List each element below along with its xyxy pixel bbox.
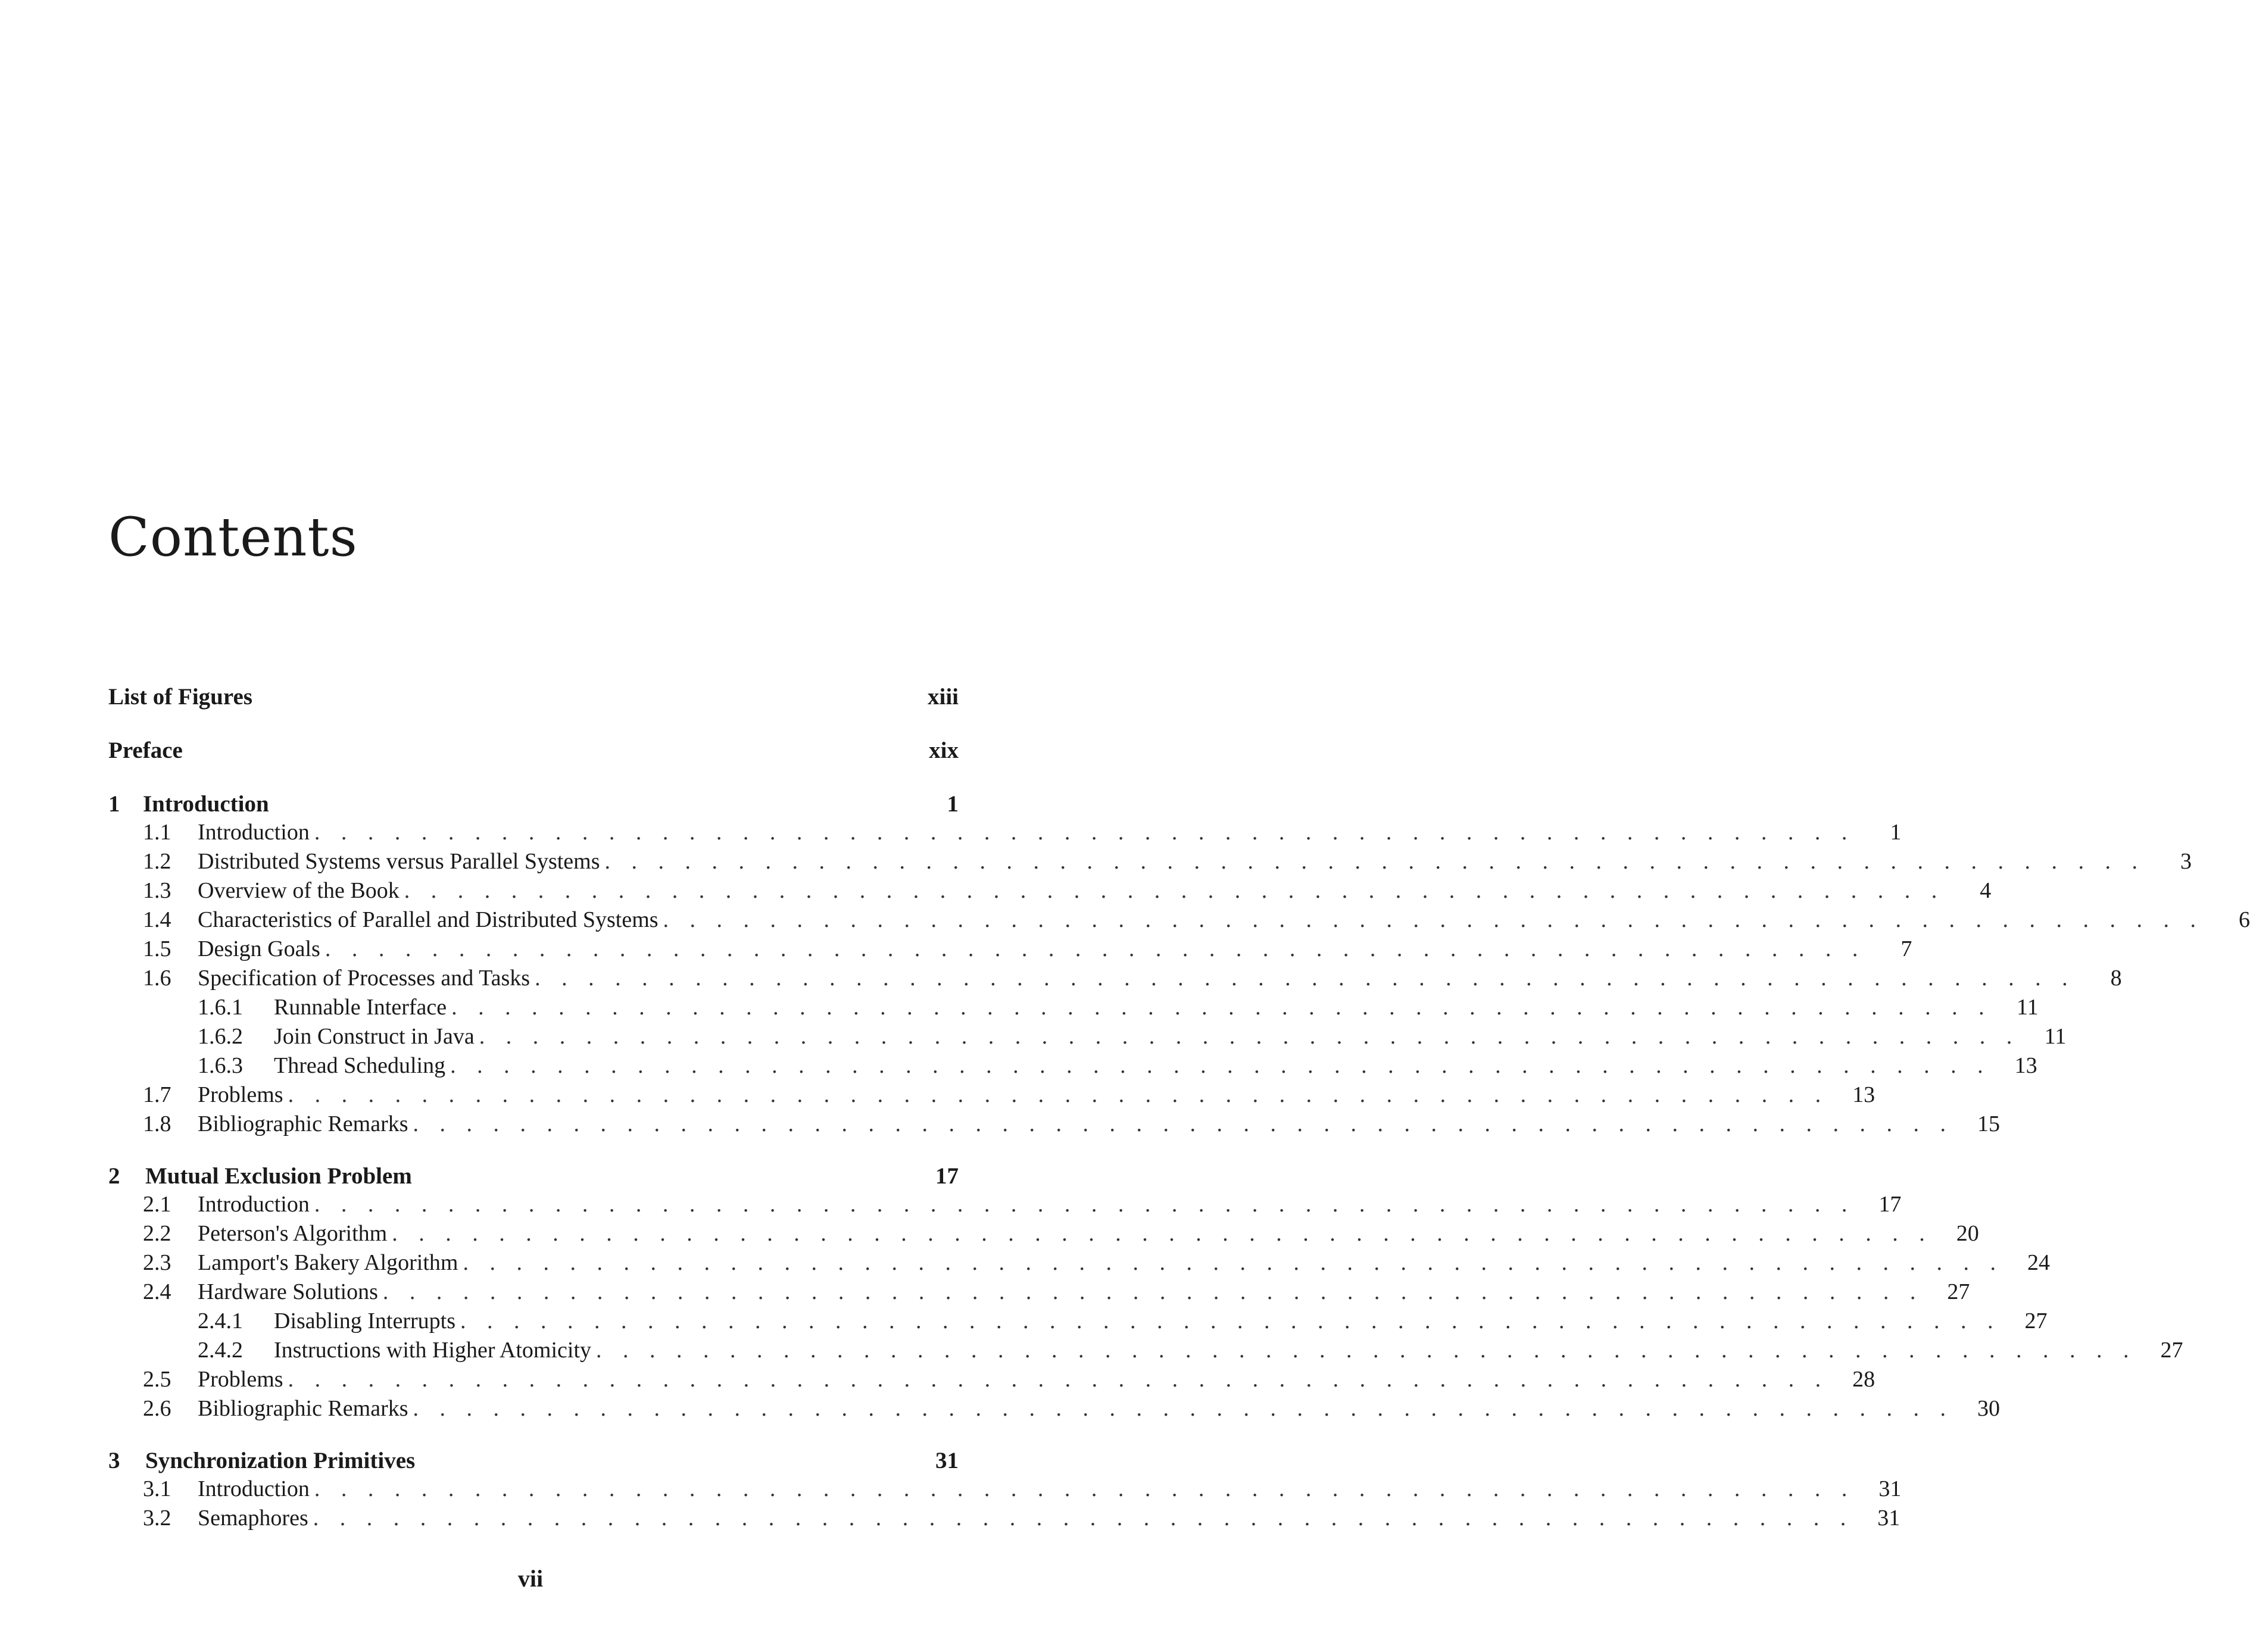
section-title: Lamport's Bakery Algorithm bbox=[198, 1250, 458, 1275]
section-page: 24 bbox=[2027, 1250, 2050, 1275]
section-number: 2.6 bbox=[143, 1396, 171, 1421]
section-page: 17 bbox=[1878, 1192, 1902, 1217]
chapter-page: 1 bbox=[947, 791, 959, 817]
subsection-number: 1.6.2 bbox=[198, 1024, 243, 1049]
toc-chapter-3[interactable] bbox=[108, 1447, 959, 1476]
dot-leader: . . . . . . . . . . . . . . . . . . . . . . . . . . . . . . . . . . . . . . . . . . . . . . . . . . . . . . . . . . bbox=[382, 1279, 1924, 1304]
subsection-page: 27 bbox=[2160, 1338, 2183, 1363]
section-title: Bibliographic Remarks bbox=[198, 1396, 408, 1421]
section-title: Introduction bbox=[198, 1476, 310, 1501]
toc-section[interactable] bbox=[143, 848, 2192, 877]
toc-entry-page: xiii bbox=[927, 684, 959, 710]
section-page: 4 bbox=[1980, 878, 1992, 903]
toc-section[interactable] bbox=[143, 1250, 2050, 1278]
section-title: Distributed Systems versus Parallel Systems bbox=[198, 849, 600, 874]
dot-leader: . . . . . . . . . . . . . . . . . . . . . . . . . . . . . . . . . . . . . . . . . . . . . . . . . . . . . . . . . . bbox=[324, 936, 1866, 961]
section-number: 1.7 bbox=[143, 1082, 171, 1107]
toc-subsection[interactable] bbox=[198, 994, 2039, 1023]
section-number: 3.2 bbox=[143, 1506, 171, 1531]
section-number: 2.2 bbox=[143, 1221, 171, 1246]
section-title: Characteristics of Parallel and Distributed Systems bbox=[198, 907, 659, 932]
toc-entry-title: List of Figures bbox=[108, 684, 252, 710]
subsection-title: Instructions with Higher Atomicity bbox=[274, 1338, 592, 1363]
subsection-number: 2.4.2 bbox=[198, 1338, 243, 1363]
dot-leader: . . . . . . . . . . . . . . . . . . . . . . . . . . . . . . . . . . . . . . . . . . . . . . . . . . . . . . . . . . bbox=[314, 1192, 1855, 1217]
toc-entry-list-of-figures[interactable] bbox=[108, 683, 959, 712]
section-number: 3.1 bbox=[143, 1476, 171, 1501]
subsection-number: 1.6.1 bbox=[198, 995, 243, 1020]
subsection-page: 11 bbox=[2044, 1024, 2067, 1049]
section-number: 1.5 bbox=[143, 936, 171, 961]
chapter-title: Introduction bbox=[143, 791, 269, 817]
chapter-title: Mutual Exclusion Problem bbox=[145, 1163, 412, 1189]
section-title: Semaphores bbox=[198, 1506, 308, 1531]
chapter-number: 2 bbox=[108, 1163, 120, 1189]
toc-section[interactable] bbox=[143, 1505, 1901, 1534]
dot-leader: . . . . . . . . . . . . . . . . . . . . . . . . . . . . . . . . . . . . . . . . . . . . . . . . . . . . . . . . . . bbox=[404, 878, 1945, 903]
section-number: 1.1 bbox=[143, 820, 171, 845]
dot-leader: . . . . . . . . . . . . . . . . . . . . . . . . . . . . . . . . . . . . . . . . . . . . . . . . . . . . . . . . . . bbox=[460, 1309, 2001, 1334]
section-page: 1 bbox=[1890, 820, 1902, 845]
toc-subsection[interactable] bbox=[198, 1308, 2048, 1336]
dot-leader: . . . . . . . . . . . . . . . . . . . . . . . . . . . . . . . . . . . . . . . . . . . . . . . . . . . . . . . . . . bbox=[479, 1024, 2020, 1049]
subsection-title: Thread Scheduling bbox=[274, 1053, 446, 1078]
toc-chapter-2[interactable] bbox=[108, 1163, 959, 1191]
dot-leader: . . . . . . . . . . . . . . . . . . . . . . . . . . . . . . . . . . . . . . . . . . . . . . . . . . . . . . . . . . bbox=[313, 1506, 1854, 1531]
toc-section[interactable] bbox=[143, 1082, 1875, 1110]
section-number: 1.3 bbox=[143, 878, 171, 903]
section-number: 2.4 bbox=[143, 1279, 171, 1304]
subsection-page: 27 bbox=[2024, 1309, 2048, 1334]
dot-leader: . . . . . . . . . . . . . . . . . . . . . . . . . . . . . . . . . . . . . . . . . . . . . . . . . . . . . . . . . . bbox=[392, 1221, 1933, 1246]
toc-section[interactable] bbox=[143, 1111, 2001, 1139]
page-title: Contents bbox=[108, 506, 358, 569]
section-number: 2.5 bbox=[143, 1367, 171, 1392]
section-page: 31 bbox=[1877, 1506, 1901, 1531]
subsection-title: Disabling Interrupts bbox=[274, 1309, 456, 1334]
toc-subsection[interactable] bbox=[198, 1337, 2183, 1366]
section-number: 1.2 bbox=[143, 849, 171, 874]
section-page: 7 bbox=[1901, 936, 1912, 961]
toc-entry-title: Preface bbox=[108, 738, 183, 763]
chapter-number: 1 bbox=[108, 791, 120, 817]
chapter-page: 31 bbox=[935, 1448, 959, 1473]
section-number: 2.3 bbox=[143, 1250, 171, 1275]
section-number: 1.4 bbox=[143, 907, 171, 932]
toc-section[interactable] bbox=[143, 1366, 1875, 1395]
section-title: Hardware Solutions bbox=[198, 1279, 378, 1304]
section-number: 1.8 bbox=[143, 1111, 171, 1136]
section-title: Introduction bbox=[198, 820, 310, 845]
toc-subsection[interactable] bbox=[198, 1023, 2067, 1052]
subsection-page: 11 bbox=[2017, 995, 2039, 1020]
dot-leader: . . . . . . . . . . . . . . . . . . . . . . . . . . . . . . . . . . . . . . . . . . . . . . . . . . . . . . . . . . bbox=[314, 820, 1855, 845]
subsection-number: 1.6.3 bbox=[198, 1053, 243, 1078]
section-page: 6 bbox=[2239, 907, 2250, 932]
toc-section[interactable] bbox=[143, 1279, 1970, 1307]
toc-entry-page: xix bbox=[929, 738, 959, 763]
dot-leader: . . . . . . . . . . . . . . . . . . . . . . . . . . . . . . . . . . . . . . . . . . . . . . . . . . . . . . . . . . bbox=[663, 907, 2204, 932]
dot-leader: . . . . . . . . . . . . . . . . . . . . . . . . . . . . . . . . . . . . . . . . . . . . . . . . . . . . . . . . . . bbox=[288, 1367, 1829, 1392]
section-page: 27 bbox=[1947, 1279, 1970, 1304]
dot-leader: . . . . . . . . . . . . . . . . . . . . . . . . . . . . . . . . . . . . . . . . . . . . . . . . . . . . . . . . . . bbox=[451, 995, 1992, 1020]
section-number: 1.6 bbox=[143, 966, 171, 991]
section-title: Problems bbox=[198, 1367, 283, 1392]
toc-section[interactable] bbox=[143, 819, 1902, 848]
dot-leader: . . . . . . . . . . . . . . . . . . . . . . . . . . . . . . . . . . . . . . . . . . . . . . . . . . . . . . . . . . bbox=[463, 1250, 2004, 1275]
chapter-number: 3 bbox=[108, 1448, 120, 1473]
dot-leader: . . . . . . . . . . . . . . . . . . . . . . . . . . . . . . . . . . . . . . . . . . . . . . . . . . . . . . . . . . bbox=[604, 849, 2146, 874]
chapter-title: Synchronization Primitives bbox=[145, 1448, 416, 1473]
section-page: 20 bbox=[1956, 1221, 1979, 1246]
toc-subsection[interactable] bbox=[198, 1053, 2037, 1081]
toc-section[interactable] bbox=[143, 1191, 1902, 1220]
toc-chapter-1[interactable] bbox=[108, 791, 959, 819]
section-title: Peterson's Algorithm bbox=[198, 1221, 388, 1246]
section-page: 13 bbox=[1852, 1082, 1875, 1107]
subsection-page: 13 bbox=[2014, 1053, 2037, 1078]
section-title: Design Goals bbox=[198, 936, 320, 961]
chapter-page: 17 bbox=[935, 1163, 959, 1189]
section-page: 3 bbox=[2180, 849, 2192, 874]
dot-leader: . . . . . . . . . . . . . . . . . . . . . . . . . . . . . . . . . . . . . . . . . . . . . . . . . . . . . . . . . . bbox=[413, 1396, 1954, 1421]
page-number: vii bbox=[517, 1565, 544, 1592]
section-number: 2.1 bbox=[143, 1192, 171, 1217]
toc-section[interactable] bbox=[143, 1395, 2001, 1424]
dot-leader: . . . . . . . . . . . . . . . . . . . . . . . . . . . . . . . . . . . . . . . . . . . . . . . . . . . . . . . . . . bbox=[450, 1053, 1991, 1078]
section-title: Bibliographic Remarks bbox=[198, 1111, 408, 1136]
dot-leader: . . . . . . . . . . . . . . . . . . . . . . . . . . . . . . . . . . . . . . . . . . . . . . . . . . . . . . . . . . bbox=[413, 1111, 1954, 1136]
section-title: Specification of Processes and Tasks bbox=[198, 966, 530, 991]
toc-section[interactable] bbox=[143, 965, 2122, 994]
section-page: 8 bbox=[2110, 966, 2122, 991]
subsection-number: 2.4.1 bbox=[198, 1309, 243, 1334]
dot-leader: . . . . . . . . . . . . . . . . . . . . . . . . . . . . . . . . . . . . . . . . . . . . . . . . . . . . . . . . . . bbox=[288, 1082, 1829, 1107]
section-title: Overview of the Book bbox=[198, 878, 400, 903]
section-page: 30 bbox=[1977, 1396, 2001, 1421]
subsection-title: Join Construct in Java bbox=[274, 1024, 475, 1049]
section-page: 31 bbox=[1878, 1476, 1902, 1501]
toc-entry-preface[interactable] bbox=[108, 737, 959, 766]
toc-section[interactable] bbox=[143, 1476, 1902, 1504]
toc-section[interactable] bbox=[143, 877, 1992, 906]
dot-leader: . . . . . . . . . . . . . . . . . . . . . . . . . . . . . . . . . . . . . . . . . . . . . . . . . . . . . . . . . . bbox=[314, 1476, 1855, 1501]
section-title: Introduction bbox=[198, 1192, 310, 1217]
dot-leader: . . . . . . . . . . . . . . . . . . . . . . . . . . . . . . . . . . . . . . . . . . . . . . . . . . . . . . . . . . bbox=[596, 1338, 2137, 1363]
section-page: 15 bbox=[1977, 1111, 2001, 1136]
dot-leader: . . . . . . . . . . . . . . . . . . . . . . . . . . . . . . . . . . . . . . . . . . . . . . . . . . . . . . . . . . bbox=[535, 966, 2076, 991]
section-page: 28 bbox=[1852, 1367, 1875, 1392]
section-title: Problems bbox=[198, 1082, 283, 1107]
toc-section[interactable] bbox=[143, 1220, 1979, 1249]
subsection-title: Runnable Interface bbox=[274, 995, 447, 1020]
toc-section[interactable] bbox=[143, 936, 1912, 964]
toc-section[interactable] bbox=[143, 907, 2250, 935]
